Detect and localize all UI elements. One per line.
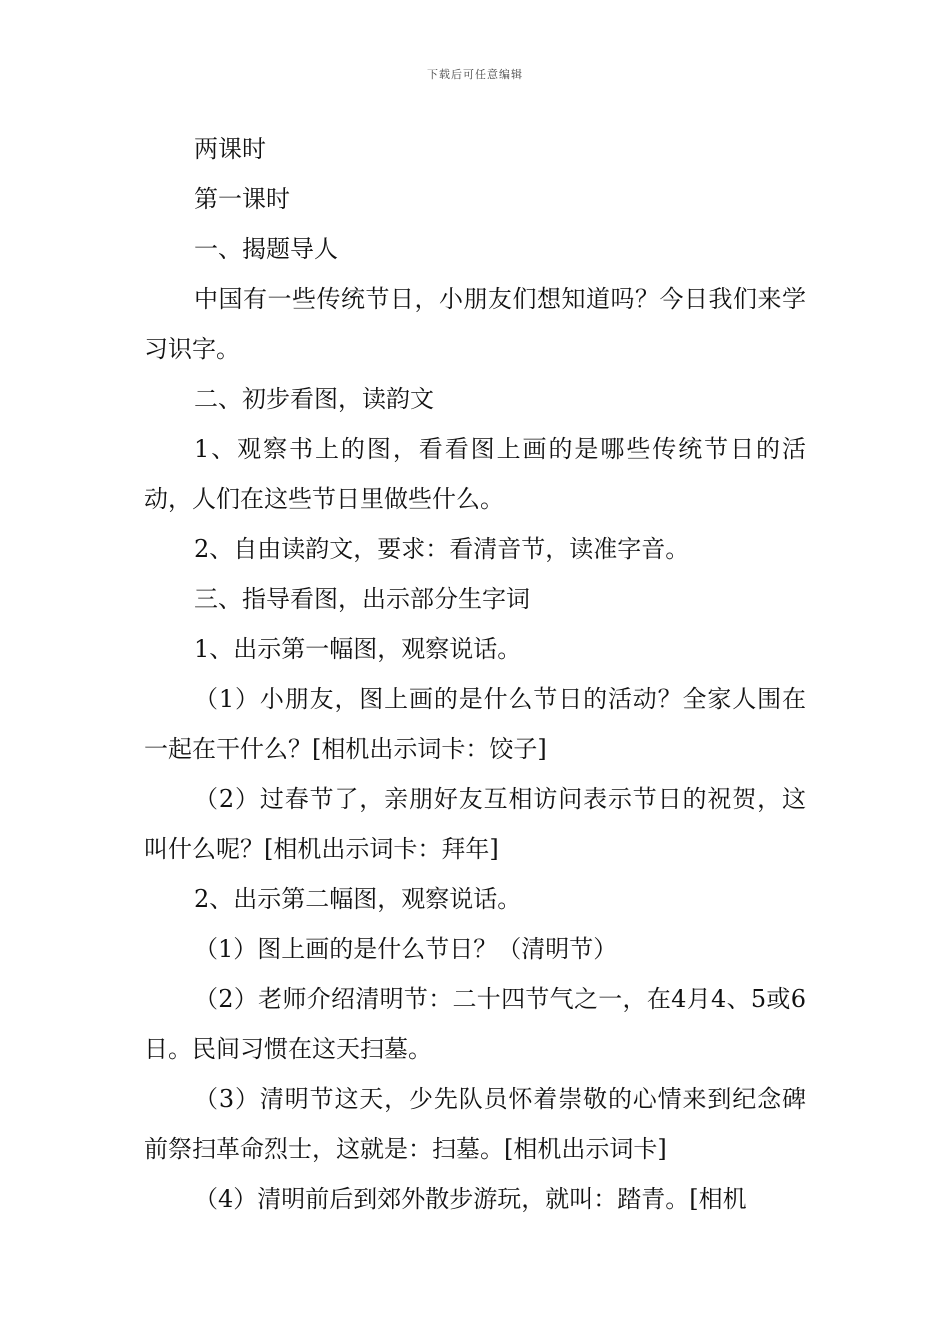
paragraph-picture-2: 2、出示第二幅图，观察说话。: [194, 885, 522, 913]
paragraph-picture-1-q1: （1）小朋友，图上画的是什么节日的活动？全家人围在一起在干什么？[相机出示词卡：饺子]: [144, 685, 806, 763]
paragraph-picture-2-q4: （4）清明前后到郊外散步游玩，就叫：踏青。[相机: [194, 1185, 747, 1213]
paragraph-picture-2-q3: （3）清明节这天，少先队员怀着崇敬的心情来到纪念碑前祭扫革命烈士，这就是：扫墓。[相机出示词卡]: [144, 1085, 806, 1163]
paragraph-step-read: 2、自由读韵文，要求：看清音节，读准字音。: [194, 535, 690, 563]
paragraph-first-lesson: 第一课时: [194, 185, 290, 213]
paragraph-picture-1-q2: （2）过春节了，亲朋好友互相访问表示节日的祝贺，这叫什么呢？[相机出示词卡：拜年]: [144, 785, 806, 863]
section-heading-3: 三、指导看图，出示部分生字词: [194, 585, 530, 613]
paragraph-step-observe: 1、观察书上的图，看看图上画的是哪些传统节日的活动，人们在这些节日里做些什么。: [144, 435, 806, 513]
section-heading-2: 二、初步看图，读韵文: [194, 385, 434, 413]
paragraph-picture-2-q1: （1）图上画的是什么节日？（清明节）: [194, 935, 618, 963]
paragraph-lesson-count: 两课时: [194, 135, 266, 163]
page-header-note: 下载后可任意编辑: [427, 68, 523, 81]
paragraph-intro: 中国有一些传统节日，小朋友们想知道吗？今日我们来学习识字。: [144, 285, 806, 363]
document-body: [144, 124, 806, 1224]
section-heading-1: 一、揭题导人: [194, 235, 338, 263]
paragraph-picture-2-q2: （2）老师介绍清明节：二十四节气之一，在4月4、5或6日。民间习惯在这天扫墓。: [144, 985, 806, 1063]
paragraph-picture-1: 1、出示第一幅图，观察说话。: [194, 635, 522, 663]
